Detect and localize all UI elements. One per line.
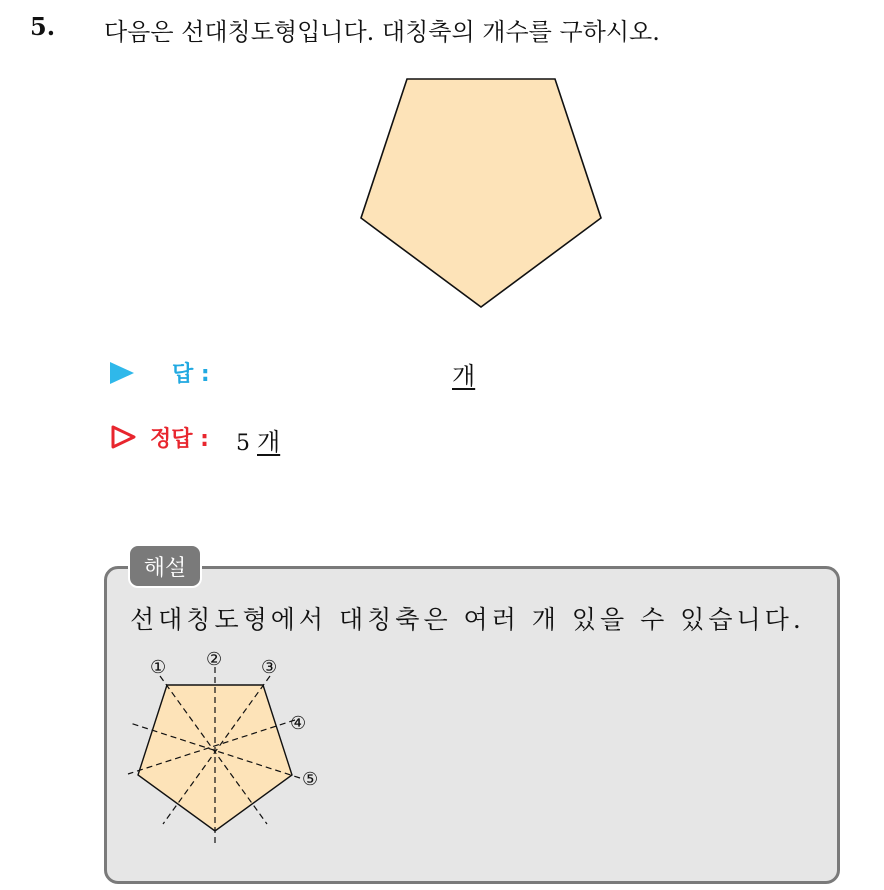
axis-label-5: ⑤ <box>302 769 319 790</box>
play-triangle-icon <box>110 362 134 384</box>
axis-label-2: ② <box>206 649 223 670</box>
answer-unit: 개 <box>452 362 476 390</box>
axis-label-1: ① <box>150 657 167 678</box>
correct-answer-value: 5 <box>236 431 250 456</box>
axis-label-3: ③ <box>261 657 278 678</box>
answer-marker <box>110 355 134 391</box>
correct-answer-label: 정답 : <box>150 427 209 452</box>
outline-triangle-icon <box>110 424 138 450</box>
symmetry-axes-figure <box>120 645 340 855</box>
axis-label-4: ④ <box>290 713 307 734</box>
correct-answer <box>236 422 280 457</box>
question-text: 다음은 선대칭도형입니다. 대칭축의 개수를 구하시오. <box>104 18 660 46</box>
pentagon-shape <box>361 79 601 307</box>
explanation-text: 선대칭도형에서 대칭축은 여러 개 있을 수 있습니다. <box>130 605 805 634</box>
question-number: 5. <box>30 12 56 41</box>
pentagon-figure <box>355 74 615 314</box>
correct-answer-unit: 개 <box>257 428 281 456</box>
explanation-tab: 해설 <box>128 544 202 588</box>
answer-label: 답 : <box>172 362 210 387</box>
